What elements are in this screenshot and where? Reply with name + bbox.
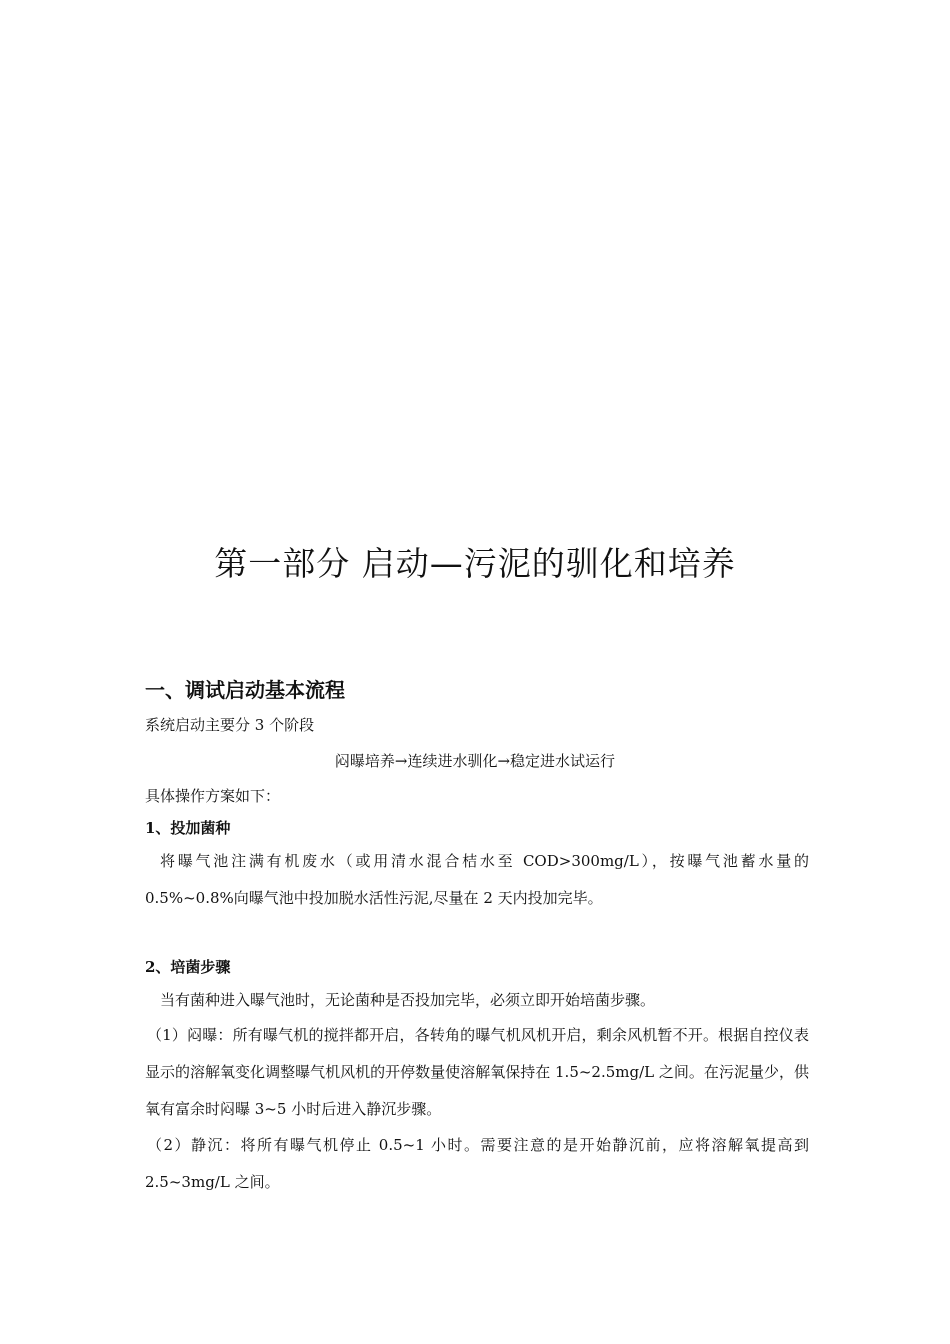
step2-intro: 当有菌种进入曝气池时，无论菌种是否投加完毕，必须立即开始培菌步骤。 [160,991,656,1009]
stages-intro: 系统启动主要分 3 个阶段 [145,716,315,734]
step2-heading: 2、培菌步骤 [145,958,231,976]
step2-item2: （2）静沉：将所有曝气机停止 0.5~1 小时。需要注意的是开始静沉前，应将溶解氧提高到 2.5~3mg/L 之间。 [145,1136,809,1191]
process-flow: 闷曝培养→连续进水驯化→稳定进水试运行 [334,752,616,770]
step2-item1: （1）闷曝：所有曝气机的搅拌都开启，各转角的曝气机风机开启，剩余风机暂不开。根据自控仪表显示的溶解氧变化调整曝气机风机的开停数量使溶解氧保持在 1.5~2.5mg/L 之间。在污泥量少，供氧有富余时闷曝 3~5 小时后进入静沉步骤。 [145,1026,809,1118]
document-title: 第一部分 启动—污泥的驯化和培养 [214,544,736,583]
step1-paragraph: 将曝气池注满有机废水（或用清水混合桔水至 COD>300mg/L），按曝气池蓄水量的 0.5%~0.8%向曝气池中投加脱水活性污泥,尽量在 2 天内投加完毕。 [145,852,809,907]
section-heading: 一、调试启动基本流程 [145,678,345,702]
plan-label: 具体操作方案如下： [145,787,281,805]
step1-heading: 1、投加菌种 [145,819,231,837]
